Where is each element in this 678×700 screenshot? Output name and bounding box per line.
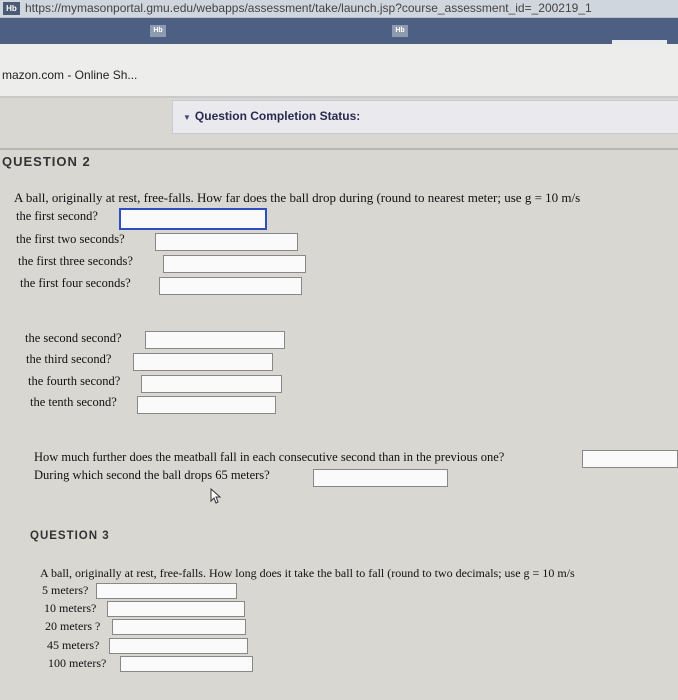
q3-label-20-meters: 20 meters ? [45, 619, 101, 633]
question-2-prompt: A ball, originally at rest, free-falls. How far does the ball drop during (round to nearest meter; use g = 10 m/s [14, 190, 581, 205]
q2-label-third-second: the third second? [26, 352, 112, 366]
q2-label-second-second: the second second? [25, 331, 122, 345]
q2-input-which-second[interactable] [313, 469, 448, 487]
q2-input-first-two-seconds[interactable] [155, 233, 298, 251]
q2-input-second-second[interactable] [145, 331, 285, 349]
q2-input-fourth-second[interactable] [141, 375, 282, 393]
q2-label-first-two-seconds: the first two seconds? [16, 232, 125, 246]
tab-2[interactable] [392, 22, 412, 40]
q2-label-first-second: the first second? [16, 209, 98, 223]
site-favicon-icon: Hb [3, 2, 20, 15]
tab-1[interactable] [150, 22, 170, 40]
q3-label-100-meters: 100 meters? [48, 656, 107, 670]
q2-input-further[interactable] [582, 450, 678, 468]
q2-label-fourth-second: the fourth second? [28, 374, 121, 388]
q3-input-10-meters[interactable] [107, 601, 245, 617]
q3-label-45-meters: 45 meters? [47, 638, 100, 652]
bookmarks-bar [0, 44, 678, 98]
expand-triangle-icon: ▼ [183, 113, 191, 122]
q3-label-10-meters: 10 meters? [44, 601, 97, 615]
tab-favicon-icon: Hb [150, 25, 166, 37]
q3-input-5-meters[interactable] [96, 583, 237, 599]
question-divider [0, 148, 678, 150]
q2-label-which-second: During which second the ball drops 65 meters? [34, 468, 270, 482]
q2-input-first-second[interactable] [119, 208, 267, 230]
question-3-prompt: A ball, originally at rest, free-falls. How long does it take the ball to fall (round to two decimals; use g = 10 m/s [40, 566, 575, 580]
q3-label-5-meters: 5 meters? [42, 583, 89, 597]
bookmark-amazon[interactable]: mazon.com - Online Sh... [2, 68, 138, 82]
q3-input-100-meters[interactable] [120, 656, 253, 672]
q2-input-tenth-second[interactable] [137, 396, 276, 414]
question-completion-status[interactable] [172, 100, 678, 134]
tab-favicon-icon: Hb [392, 25, 408, 37]
mouse-pointer-icon [209, 488, 225, 504]
q2-input-third-second[interactable] [133, 353, 273, 371]
address-bar[interactable] [0, 0, 678, 18]
url-text[interactable]: https://mymasonportal.gmu.edu/webapps/assessment/take/launch.jsp?course_assessment_id=_200219_1 [25, 1, 592, 15]
question-3-title: QUESTION 3 [30, 530, 110, 542]
tab-strip [0, 18, 678, 44]
question-2-title: QUESTION 2 [2, 154, 91, 169]
q2-input-first-four-seconds[interactable] [159, 277, 302, 295]
status-label: Question Completion Status: [194, 109, 361, 123]
q3-input-20-meters[interactable] [112, 619, 246, 635]
q2-label-further: How much further does the meatball fall in each consecutive second than in the previous one? [34, 450, 505, 464]
q2-label-tenth-second: the tenth second? [30, 395, 117, 409]
q2-label-first-four-seconds: the first four seconds? [20, 276, 131, 290]
q2-label-first-three-seconds: the first three seconds? [18, 254, 133, 268]
q3-input-45-meters[interactable] [109, 638, 248, 654]
q2-input-first-three-seconds[interactable] [163, 255, 306, 273]
